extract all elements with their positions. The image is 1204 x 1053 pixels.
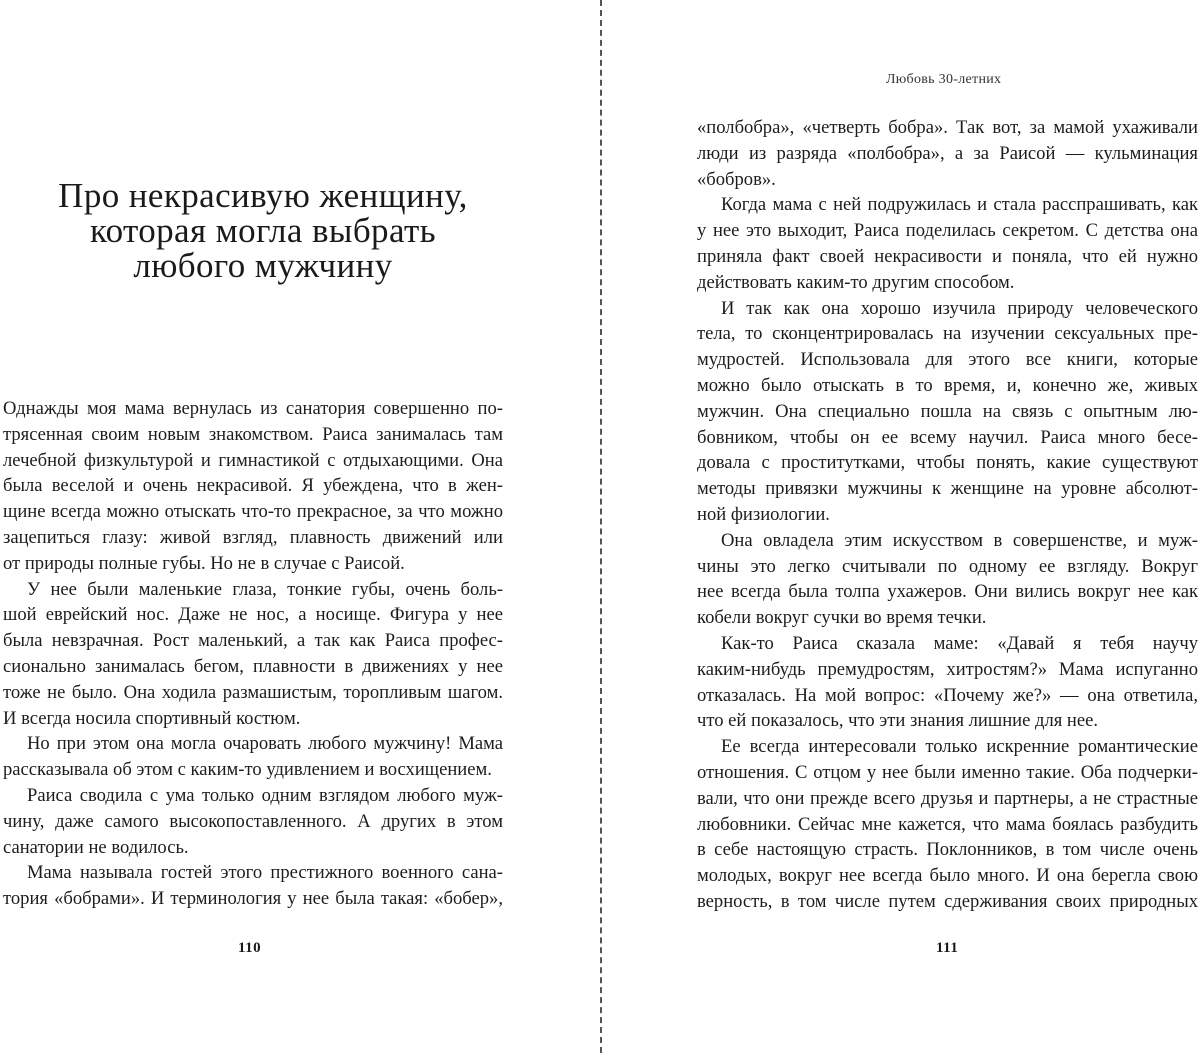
text-line: молодых, вокруг нее всегда было много. И она берегла свою <box>697 865 1198 887</box>
text-line: была невзрачная. Рост маленький, а так как Раиса профес- <box>3 630 503 652</box>
text-line: лечебной физкультурой и гимнастикой с отдыхающими. Она <box>3 449 503 471</box>
text-line: сионально занималась бегом, плавности в движениях у нее <box>3 655 503 677</box>
page-number-right: 111 <box>936 940 959 956</box>
text-line: кобели вокруг сучки во время течки. <box>697 607 987 629</box>
text-line: мудростей. Использовала для этого все книги, которые <box>697 349 1198 371</box>
text-line: ной физиологии. <box>697 503 830 525</box>
text-line: бовником, чтобы он ее всему научил. Раиса много бесе- <box>697 426 1198 448</box>
text-line: Мама называла гостей этого престижного военного сана- <box>27 862 503 884</box>
page-number-left: 110 <box>238 940 262 956</box>
text-line: была веселой и очень некрасивой. Я убеждена, что в жен- <box>3 475 503 497</box>
text-line: «полбобра», «четверть бобра». Так вот, за мамой ухаживали <box>697 117 1198 138</box>
text-line: каким-нибудь премудростям, хитростям?» Мама испуганно <box>697 658 1198 680</box>
text-line: Раиса сводила с ума только одним взглядом любого муж- <box>27 784 503 806</box>
text-line: рассказывала об этом с каким-то удивлением и восхищением. <box>3 759 492 781</box>
text-line: чину, даже самого высокопоставленного. А других в этом <box>3 810 503 832</box>
text-line: зацепиться глазу: живой взгляд, плавность движений или <box>3 526 503 548</box>
text-line: санатории не водилось. <box>3 836 189 858</box>
text-line: Когда мама с ней подружилась и стала расспрашивать, как <box>721 194 1198 216</box>
running-head: Любовь 30-летних <box>886 72 1002 87</box>
text-line: любовники. Сейчас мне кажется, что мама боялась разбудить <box>697 813 1198 835</box>
right-page-body-text <box>697 115 1198 915</box>
text-line: что ей показалось, что эти знания лишние для нее. <box>697 710 1099 732</box>
text-line: отношения. С отцом у нее были именно такие. Оба подчерки- <box>697 761 1198 783</box>
chapter-title-line: Про некрасивую женщину, <box>58 176 468 215</box>
text-line: чины это легко считывали по одному ее взгляду. Вокруг <box>697 555 1198 577</box>
text-line: от природы полные губы. Но не в случае с Раисой. <box>3 552 405 574</box>
chapter-title-line: которая могла выбрать <box>89 211 437 250</box>
text-line: тория «бобрами». И терминология у нее была такая: «бобер», <box>3 888 503 910</box>
text-line: методы привязки мужчины к женщине на уровне абсолют- <box>697 478 1198 500</box>
right-page <box>604 0 1204 1053</box>
text-line: можно было отыскать в то время, и, конечно же, живых <box>697 374 1198 396</box>
text-line: у нее это выходит, Раиса поделилась секретом. С детства она <box>697 220 1198 242</box>
text-line: Ее всегда интересовали только искренние романтические <box>721 736 1198 758</box>
text-line: верность, в том числе путем сдерживания своих природных <box>697 890 1198 912</box>
text-line: Как-то Раиса сказала маме: «Давай я тебя научу <box>721 632 1198 654</box>
chapter-title <box>0 178 526 283</box>
chapter-title-line: любого мужчину <box>133 246 393 285</box>
text-line: Однажды моя мама вернулась из санатория совершенно по- <box>3 398 503 419</box>
text-line: шой еврейский нос. Даже не нос, а носище. Фигура у нее <box>3 604 503 626</box>
text-line: вали, что они прежде всего друзья и партнеры, а не страстные <box>697 787 1198 809</box>
text-line: И всегда носила спортивный костюм. <box>3 707 301 729</box>
text-line: Но при этом она могла очаровать любого мужчину! Мама <box>27 733 503 755</box>
page-fold-divider <box>600 0 602 1053</box>
text-line: нее всегда была толпа ухажеров. Они вились вокруг нее как <box>697 581 1198 603</box>
text-line: действовать каким-то другим способом. <box>697 271 1015 293</box>
text-line: приняла факт своей некрасивости и поняла, что ей нужно <box>697 245 1198 267</box>
text-line: тела, то сконцентрировалась на изучении сексуальных пре- <box>697 323 1198 345</box>
text-line: в себе настоящую страсть. Поклонников, в том числе очень <box>697 839 1198 861</box>
text-line: тоже не было. Она ходила размашистым, торопливым шагом. <box>3 681 503 703</box>
left-page-body-text <box>3 396 503 912</box>
text-line: довала с проститутками, чтобы понять, какие существуют <box>697 452 1198 474</box>
text-line: отказалась. На мой вопрос: «Почему же?» — она ответила, <box>697 684 1198 706</box>
text-line: мужчин. Она специально пошла на связь с опытным лю- <box>697 400 1198 422</box>
text-line: «бобров». <box>697 168 776 190</box>
text-line: люди из разряда «полбобра», а за Раисой — кульминация <box>697 142 1198 164</box>
text-line: У нее были маленькие глаза, тонкие губы, очень боль- <box>27 578 503 600</box>
left-page <box>0 0 600 1053</box>
text-line: И так как она хорошо изучила природу человеческого <box>721 297 1198 319</box>
text-line: щине всегда можно отыскать что-то прекрасное, за что можно <box>3 501 503 523</box>
text-line: трясенная своим новым знакомством. Раиса занималась там <box>3 423 503 445</box>
text-line: Она овладела этим искусством в совершенстве, и муж- <box>721 529 1198 551</box>
